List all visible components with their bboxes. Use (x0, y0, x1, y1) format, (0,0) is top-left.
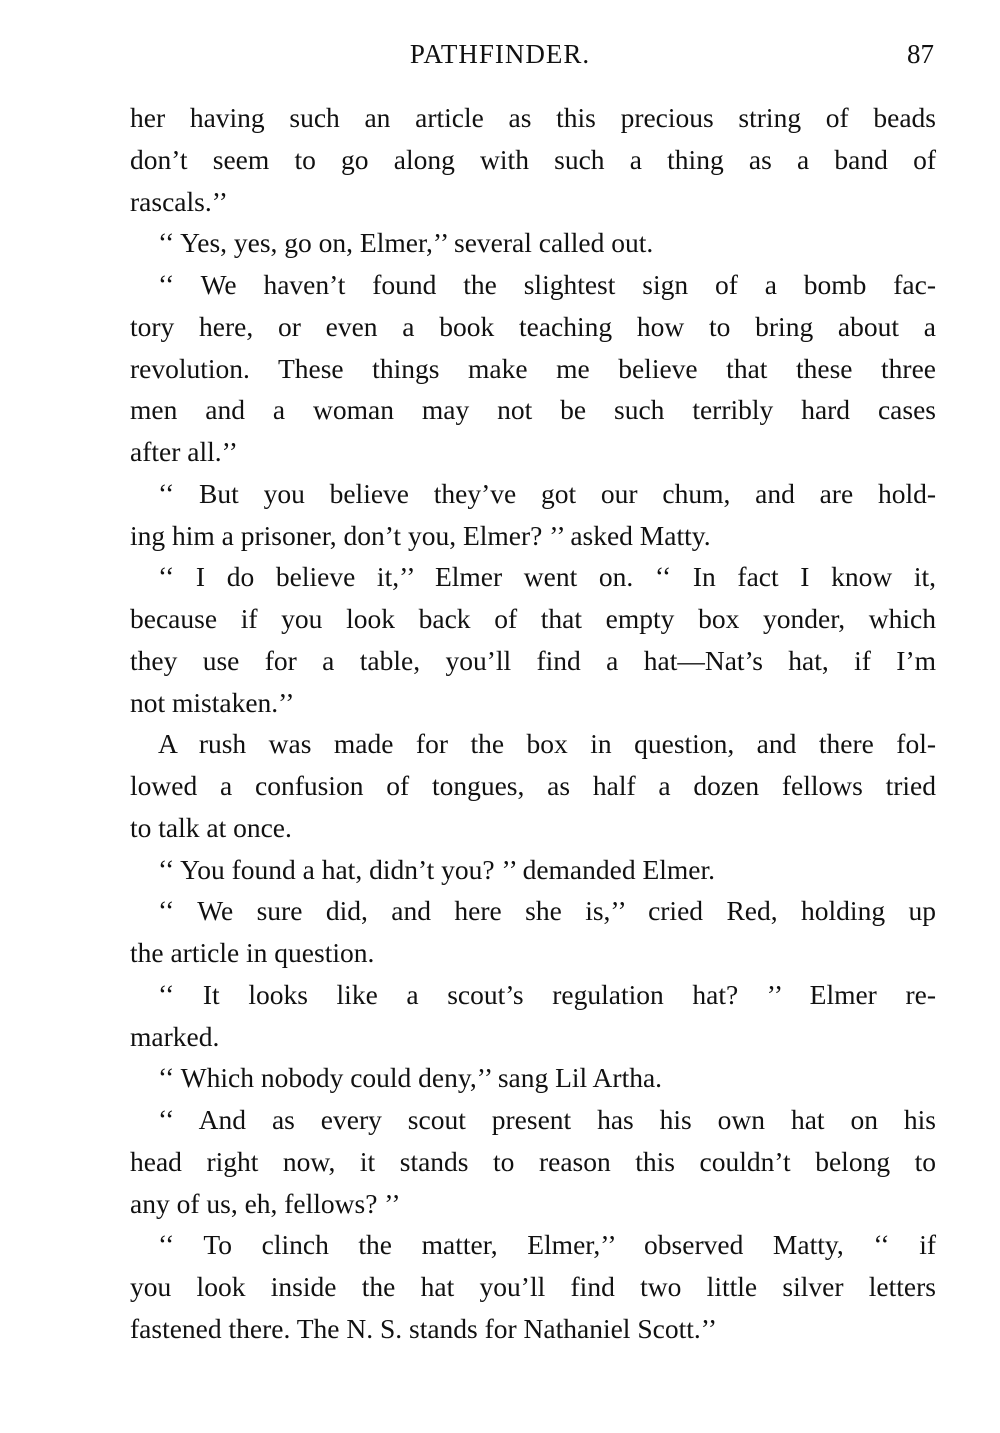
text-line: the article in question. (130, 937, 375, 968)
text-line: they use for a table, you’ll find a hat—Nat’s hat, if I’m (130, 644, 936, 676)
page-number: 87 (907, 39, 934, 69)
body-text (130, 97, 936, 1350)
text-line: her having such an article as this precious string of beads (130, 102, 936, 133)
text-line: ‘‘ We haven’t found the slightest sign of a bomb fac- (158, 269, 936, 300)
text-line: ing him a prisoner, don’t you, Elmer? ’’ asked Matty. (130, 519, 711, 551)
running-title: PATHFINDER. (409, 39, 591, 69)
text-line: ‘‘ Which nobody could deny,’’ sang Lil Artha. (158, 1062, 663, 1094)
text-line: fastened there. The N. S. stands for Nathaniel Scott.’’ (130, 1312, 718, 1344)
text-line: any of us, eh, fellows? ’’ (130, 1187, 401, 1219)
text-line: head right now, it stands to reason this couldn’t belong to (130, 1145, 936, 1177)
text-line: rascals.’’ (130, 185, 228, 217)
text-line: ‘‘ It looks like a scout’s regulation hat? ’’ Elmer re- (158, 978, 936, 1010)
text-line: ‘‘ Yes, yes, go on, Elmer,’’ several called out. (158, 227, 654, 259)
text-line: ‘‘ And as every scout present has his own hat on his (158, 1104, 936, 1135)
text-line: not mistaken.’’ (130, 686, 295, 718)
text-line: tory here, or even a book teaching how to bring about a (130, 310, 936, 342)
text-line: don’t seem to go along with such a thing as a band of (130, 143, 936, 175)
text-line: to talk at once. (130, 811, 292, 843)
text-line: ‘‘ To clinch the matter, Elmer,’’ observed Matty, ‘‘ if (158, 1229, 936, 1261)
text-line: A rush was made for the box in question, and there fol- (158, 728, 936, 760)
running-head (0, 34, 1000, 74)
text-line: ‘‘ We sure did, and here she is,’’ cried Red, holding up (158, 895, 936, 927)
text-line: you look inside the hat you’ll find two little silver letters (130, 1271, 936, 1302)
text-line: ‘‘ You found a hat, didn’t you? ’’ demanded Elmer. (158, 853, 716, 885)
text-line: ‘‘ But you believe they’ve got our chum, and are hold- (158, 477, 936, 509)
text-line: because if you look back of that empty box yonder, which (130, 603, 936, 634)
text-line: ‘‘ I do believe it,’’ Elmer went on. ‘‘ In fact I know it, (158, 561, 936, 593)
text-line: men and a woman may not be such terribly hard cases (130, 394, 936, 426)
text-line: marked. (130, 1020, 220, 1052)
text-line: revolution. These things make me believe that these three (130, 352, 936, 384)
text-line: lowed a confusion of tongues, as half a dozen fellows tried (130, 770, 936, 801)
text-line: after all.’’ (130, 436, 238, 467)
